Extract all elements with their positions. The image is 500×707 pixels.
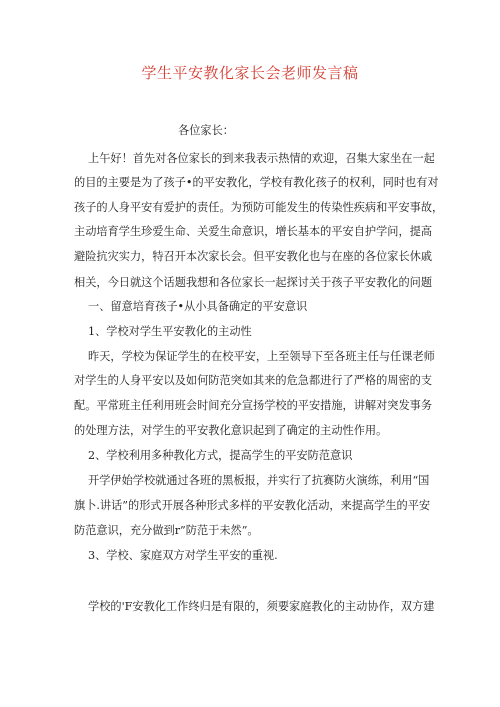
body-line: 上午好！首先对各位家长的到来我表示热情的欢迎，召集大家坐在一起 [88,152,435,165]
subsection-heading: 3、学校、家庭双方对学生平安的重视. [88,549,278,562]
body-line: 相关，今日就这个话题我想和各位家长一起探讨关于孩子平安教化的问题 [74,276,433,289]
body-line: 避险抗灾实力，特召开本次家长会。但平安教化也与在座的各位家长休戚 [74,250,433,263]
body-line: 昨天，学校为保证学生的在校平安，上至领导下至各班主任与任课老师 [88,350,435,363]
body-line: 配。平常班主任利用班会时间充分宣扬学校的平安措施，讲解对突发事务 [74,399,433,412]
body-line: 主动培育学生珍爱生命、关爱生命意识，增长基本的平安自护学问，提高 [74,225,433,238]
body-line: 开学伊始学校就通过各班的黑板报，并实行了抗赛防火演练，利用“国 [88,474,430,487]
subsection-heading: 2、学校利用多种教化方式，提高学生的平安防范意识 [88,449,353,462]
subsection-heading: 1、学校对学生平安教化的主动性 [88,325,252,338]
page-title: 学生平安教化家长会老师发言稿 [141,64,359,82]
body-line: 旗卜.讲话”的形式开展各种形式多样的平安教化活动，来提高学生的平安 [74,499,431,512]
body-line: 的处理方法，对学生的平安教化意识起到了确定的主动性作用。 [74,424,388,437]
body-line: 防范意识，充分做到r”防范于未然”。 [74,524,259,537]
body-line: 对学生的人身平安以及如何防范突如其来的危急都进行了严格的周密的支 [74,374,433,387]
body-line: 孩子的人身平安有爱护的责任。为预防可能发生的传染性疾病和平安事故， [74,201,444,214]
section-heading: 一、留意培育孩子•从小具备确定的平安意识 [88,300,308,313]
salutation: 各位家长： [178,124,234,137]
body-line: 学校的'F安教化工作终归是有限的，须要家庭教化的主动协作，双方建 [88,600,435,613]
body-line: 的目的主要是为了孩子•的平安教化，学校有教化孩子的权利，同时也有对 [74,176,439,189]
